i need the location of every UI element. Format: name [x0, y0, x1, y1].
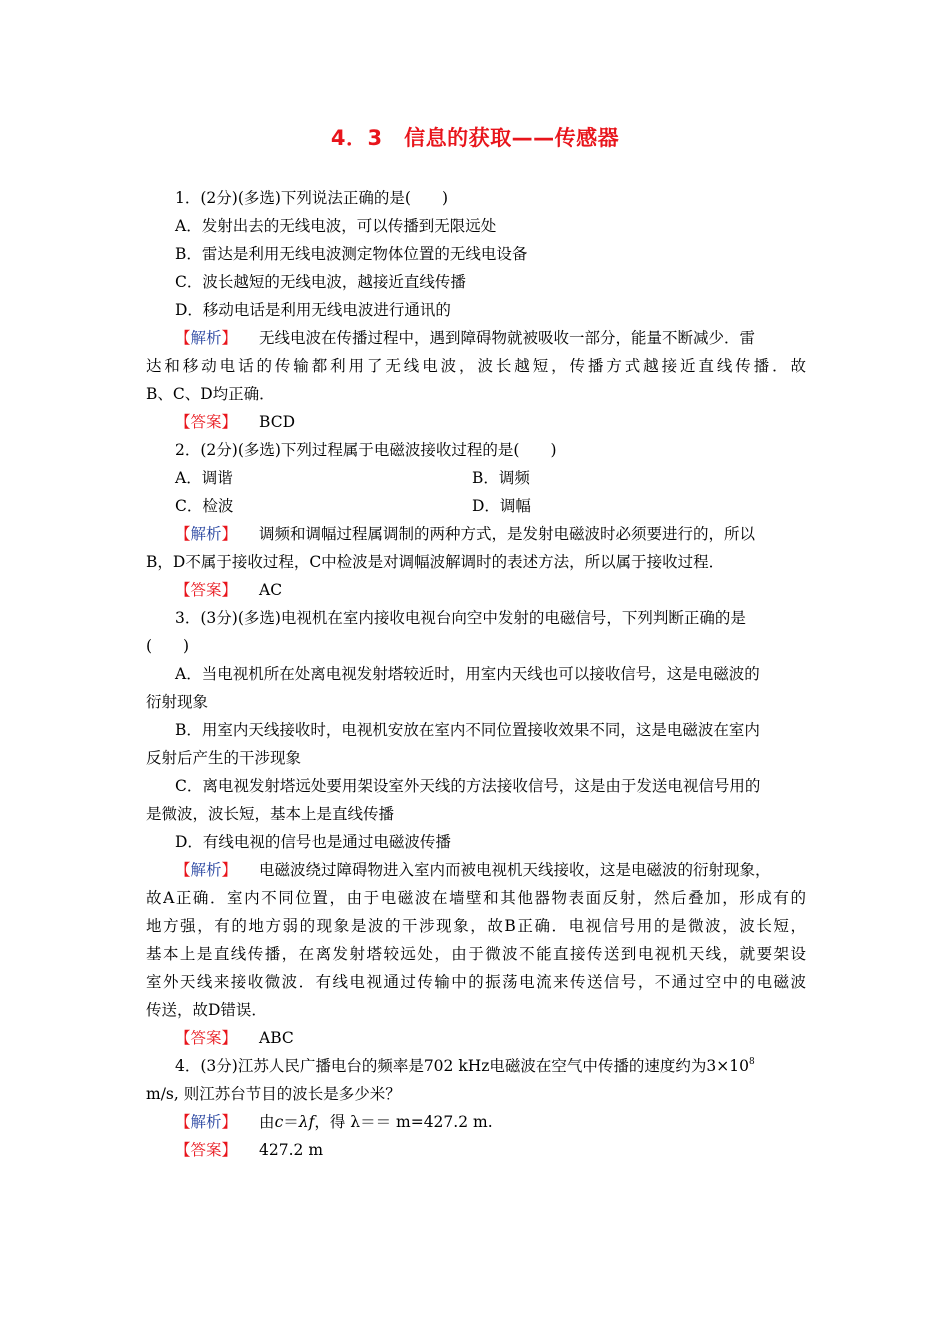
q1-analysis-line: 【解析】 无线电波在传播过程中，遇到障碍物就被吸收一部分，能量不断减少．雷 [175, 329, 756, 347]
q1-analysis-line: 达和移动电话的传输都利用了无线电波，波长越短，传播方式越接近直线传播．故 [146, 357, 806, 375]
q1-option-a: A．发射出去的无线电波，可以传播到无限远处 [175, 217, 497, 235]
q4-stem: m/s, 则江苏台节目的波长是多少米？ [146, 1085, 401, 1103]
q1-answer: 【答案】 BCD [175, 413, 296, 431]
q2-option-d: D．调幅 [472, 497, 531, 515]
q1-option-d: D．移动电话是利用无线电波进行通讯的 [175, 301, 451, 319]
q3-option-c: 是微波，波长短，基本上是直线传播 [146, 805, 395, 823]
q3-option-b: 反射后产生的干涉现象 [146, 749, 302, 767]
page-title: 4．3 信息的获取——传感器 [330, 126, 620, 150]
q2-stem: 2．(2分)(多选)下列过程属于电磁波接收过程的是( ) [175, 441, 557, 459]
q2-analysis-line: 【解析】 调频和调幅过程属调制的两种方式，是发射电磁波时必须要进行的，所以 [175, 525, 756, 543]
answer-tag: 【答案】 [175, 1029, 238, 1047]
q3-option-d: D．有线电视的信号也是通过电磁波传播 [175, 833, 451, 851]
analysis-tag: 【解析】 [175, 525, 238, 543]
q3-analysis-line: 室外天线来接收微波．有线电视通过传输中的振荡电流来传送信号，不通过空中的电磁波 [146, 973, 806, 991]
q3-option-c: C．离电视发射塔远处要用架设室外天线的方法接收信号，这是由于发送电视信号用的 [175, 777, 761, 795]
q1-option-b: B．雷达是利用无线电波测定物体位置的无线电设备 [175, 245, 528, 263]
q3-option-a: A．当电视机所在处离电视发射塔较近时，用室内天线也可以接收信号，这是电磁波的 [175, 665, 760, 683]
analysis-tag: 【解析】 [175, 329, 238, 347]
q4-answer: 【答案】 427.2 m [175, 1141, 324, 1159]
q3-option-b: B．用室内天线接收时，电视机安放在室内不同位置接收效果不同，这是电磁波在室内 [175, 721, 760, 739]
q3-analysis-line: 故A正确．室内不同位置，由于电磁波在墙壁和其他器物表面反射，然后叠加，形成有的 [146, 889, 806, 907]
q3-analysis-line: 【解析】 电磁波绕过障碍物进入室内而被电视机天线接收，这是电磁波的衍射现象， [175, 861, 771, 879]
q1-stem: 1．(2分)(多选)下列说法正确的是( ) [175, 189, 449, 207]
q3-answer: 【答案】 ABC [175, 1029, 294, 1047]
q3-analysis-line: 传送，故D错误． [146, 1001, 267, 1019]
q3-stem: ( ) [146, 637, 190, 655]
q1-analysis-line: B、C、D均正确． [146, 385, 275, 403]
q2-answer: 【答案】 AC [175, 581, 283, 599]
q2-option-a: A．调谐 [175, 469, 233, 487]
q2-option-c: C．检波 [175, 497, 234, 515]
q3-analysis-line: 基本上是直线传播，在离发射塔较远处，由于微波不能直接传送到电视机天线，就要架设 [146, 945, 806, 963]
q1-option-c: C．波长越短的无线电波，越接近直线传播 [175, 273, 466, 291]
answer-tag: 【答案】 [175, 1141, 238, 1159]
q3-stem: 3．(3分)(多选)电视机在室内接收电视台向空中发射的电磁信号，下列判断正确的是 [175, 609, 746, 627]
answer-tag: 【答案】 [175, 413, 238, 431]
q3-analysis-line: 地方强，有的地方弱的现象是波的干涉现象，故B正确．电视信号用的是微波，波长短， [146, 917, 806, 935]
analysis-tag: 【解析】 [175, 1113, 238, 1131]
answer-tag: 【答案】 [175, 581, 238, 599]
q4-analysis-line: 【解析】 由c＝λf，得 λ＝＝ m=427.2 m. [175, 1113, 493, 1131]
analysis-tag: 【解析】 [175, 861, 238, 879]
q3-option-a: 衍射现象 [146, 693, 209, 711]
q2-analysis-line: B，D不属于接收过程，C中检波是对调幅波解调时的表述方法，所以属于接收过程． [146, 553, 725, 571]
q2-option-b: B．调频 [472, 469, 530, 487]
q4-stem: 4．(3分)江苏人民广播电台的频率是702 kHz电磁波在空气中传播的速度约为$3\times 10^8$ [175, 1057, 755, 1075]
